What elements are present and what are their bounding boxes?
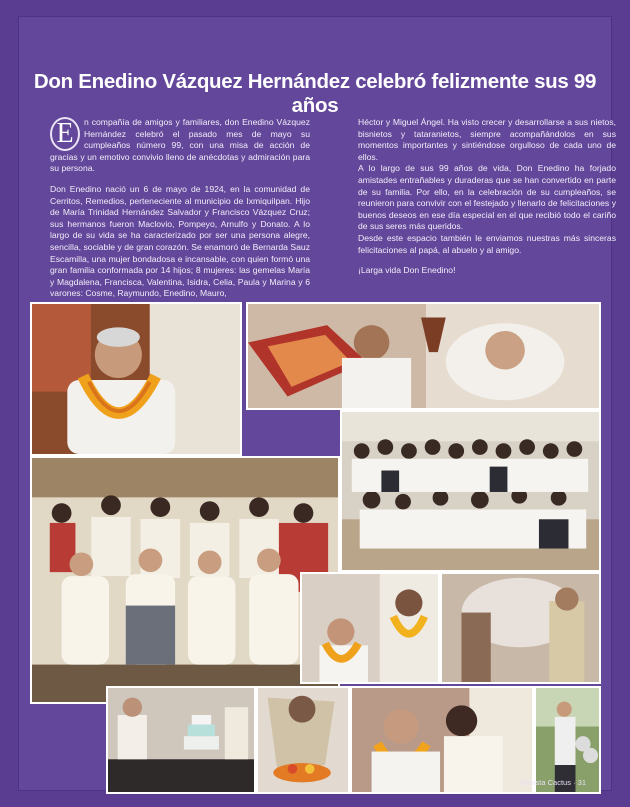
photo-ritual-cloth: [246, 302, 601, 410]
photo-large-family-group: [340, 410, 601, 572]
article-paragraph-family: Héctor y Miguel Ángel. Ha visto crecer y desarrollarse a sus nietos, bisnietos y tataranietos, siempre acompañándolos en sus momentos importantes y sintiéndose orgulloso de cada uno de ellos.: [358, 117, 616, 162]
dropcap-letter: E: [50, 117, 80, 151]
paragraph-text: n compañía de amigos y familiares, don Enedino Vázquez Hernández celebró el pasado mes de mayo su cumpleaños número 99, con una misa de acción de gracias y un emotivo convivio lleno de anécdotas y admiración para su persona.: [50, 117, 310, 174]
magazine-page: [18, 16, 616, 791]
article-paragraph-greetings: Desde este espacio también le enviamos nuestras más sinceras felicitaciones al papá, al abuelo y al amigo.: [358, 232, 616, 255]
photo-cake-table: [106, 686, 256, 794]
article-column-left: [50, 117, 310, 300]
photo-offering-fruit: [256, 686, 350, 794]
photo-incense-ritual: [440, 572, 601, 684]
photo-family-seated: [30, 456, 340, 704]
article-paragraph-friendships: A lo largo de sus 99 años de vida, Don Enedino ha forjado amistades entrañables y duraderas que se han convertido en parte de su familia. Por ello, en la celebración de su cumpleaños, se reunieron para convivir con el festejado y llenarlo de felicitaciones y buenos deseos en ese día especial en el que recibió todo el cariño de sus seres más queridos.: [358, 163, 616, 232]
article-paragraph-intro: [50, 117, 310, 175]
article-paragraph-closing: ¡Larga vida Don Enedino!: [358, 265, 456, 276]
photo-blessing-garland: [300, 572, 440, 684]
article-column-right: [358, 117, 616, 286]
page-footer: Revista Cactus · 31: [520, 778, 586, 787]
article-title: Don Enedino Vázquez Hernández celebró felizmente sus 99 años: [33, 70, 597, 117]
photo-portrait-garland: [30, 302, 242, 456]
photo-daughter-embrace: [350, 686, 534, 794]
article-paragraph-biography: Don Enedino nació un 6 de mayo de 1924, en la comunidad de Cerritos, Remedios, perteneciente al municipio de Ixmiquilpan. Hijo de María Trinidad Hernández Salvador y Francisco Vázquez Cruz; sus hermanos fueron Maclovio, Pompeyo, Arnulfo y Donato. A lo largo de su vida se ha caracterizado por ser una persona alegre, sencilla, sociable y de gran corazón. Se enamoró de Bernarda Sauz Escamilla, una mujer bondadosa e incansable, con quien formó una gran familia conformada por 14 hijos; 8 mujeres: las gemelas María y Magdalena, Francisca, Valentina, Isidra, Celia, Paula y Marina y 6 varones: Cosme, Raymundo, Enedino, Mauro,: [50, 183, 310, 299]
